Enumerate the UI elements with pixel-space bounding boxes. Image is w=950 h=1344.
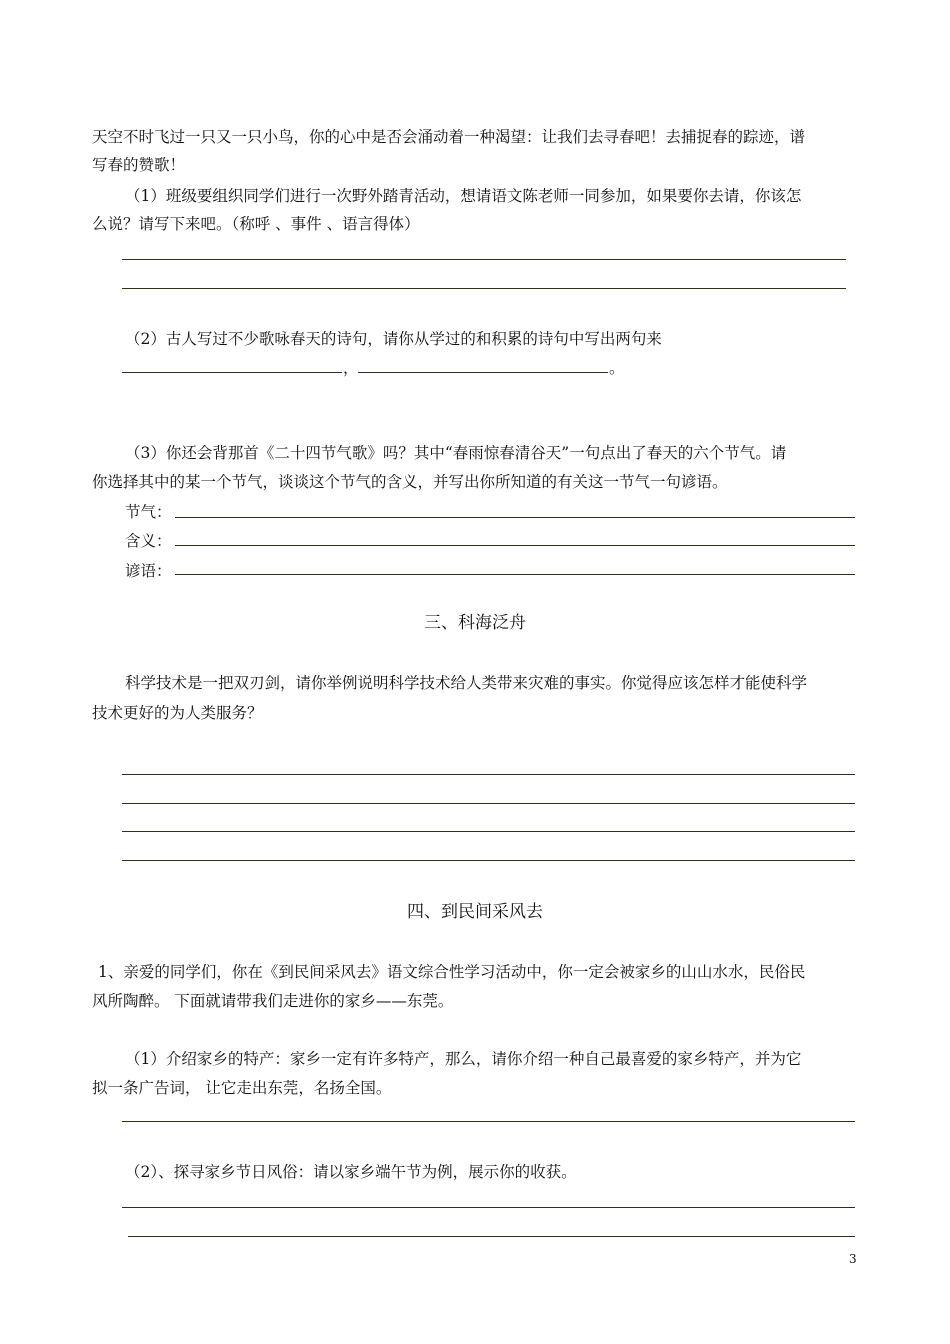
- jieqi-answer-line[interactable]: [175, 517, 855, 518]
- section-4-intro-1: 1、亲爱的同学们，你在《到民间采风去》语文综合性学习活动中，你一定会被家乡的山山水水，民俗民: [98, 963, 806, 981]
- hanyi-label: 含义：: [125, 532, 172, 550]
- jieqi-label: 节气：: [125, 503, 172, 521]
- q1-line-2: 么说？请写下来吧。（称呼 、事件 、语言得体）: [92, 215, 420, 233]
- answer-line[interactable]: [122, 288, 846, 289]
- section-3-line-1: 科学技术是一把双刃剑，请你举例说明科学技术给人类带来灾难的事实。你觉得应该怎样才能使科学: [125, 674, 808, 692]
- answer-line[interactable]: [122, 1207, 855, 1208]
- yanyu-label: 谚语：: [125, 562, 172, 580]
- section-4-q2: （2）、探寻家乡节日风俗：请以家乡端午节为例，展示你的收获。: [125, 1163, 577, 1181]
- q3-line-1: （3）你还会背那首《二十四节气歌》吗？其中“春雨惊春清谷天”一句点出了春天的六个节气。请: [125, 444, 787, 462]
- section-4-title: 四、到民间采风去: [407, 902, 543, 922]
- answer-line[interactable]: [122, 259, 846, 260]
- hanyi-answer-line[interactable]: [175, 545, 855, 546]
- section-3-line-2: 技术更好的为人类服务？: [92, 704, 263, 722]
- section-4-q1-line-1: （1）介绍家乡的特产：家乡一定有许多特产，那么，请你介绍一种自己最喜爱的家乡特产，并为它: [125, 1050, 802, 1068]
- q3-line-2: 你选择其中的某一个节气，谈谈这个节气的含义，并写出你所知道的有关这一节气一句谚语。: [92, 473, 728, 491]
- q2-period: 。: [609, 359, 625, 377]
- yanyu-answer-line[interactable]: [175, 574, 855, 575]
- answer-line[interactable]: [122, 831, 855, 832]
- section-4-intro-2: 风所陶醉。 下面就请带我们走进你的家乡——东莞。: [92, 992, 454, 1010]
- page-number: 3: [849, 1252, 857, 1266]
- q2-text: （2）古人写过不少歌咏春天的诗句，请你从学过的和积累的诗句中写出两句来: [125, 330, 662, 348]
- answer-line[interactable]: [122, 372, 342, 373]
- q1-line-1: （1）班级要组织同学们进行一次野外踏青活动，想请语文陈老师一同参加，如果要你去请，你该怎: [125, 187, 802, 205]
- section-4-q1-line-2: 拟一条广告词， 让它走出东莞，名扬全国。: [92, 1079, 392, 1097]
- intro-line-1: 天空不时飞过一只又一只小鸟，你的心中是否会涌动着一种渴望：让我们去寻春吧！去捕捉春的踪迹，谱: [92, 128, 806, 146]
- answer-line[interactable]: [122, 774, 855, 775]
- answer-line[interactable]: [358, 372, 608, 373]
- answer-line[interactable]: [122, 803, 855, 804]
- answer-line[interactable]: [122, 1121, 855, 1122]
- q2-comma: ，: [343, 359, 359, 377]
- answer-line[interactable]: [128, 1236, 855, 1237]
- intro-line-2: 写春的赞歌！: [92, 156, 186, 174]
- section-3-title: 三、科海泛舟: [424, 613, 526, 633]
- answer-line[interactable]: [122, 860, 855, 861]
